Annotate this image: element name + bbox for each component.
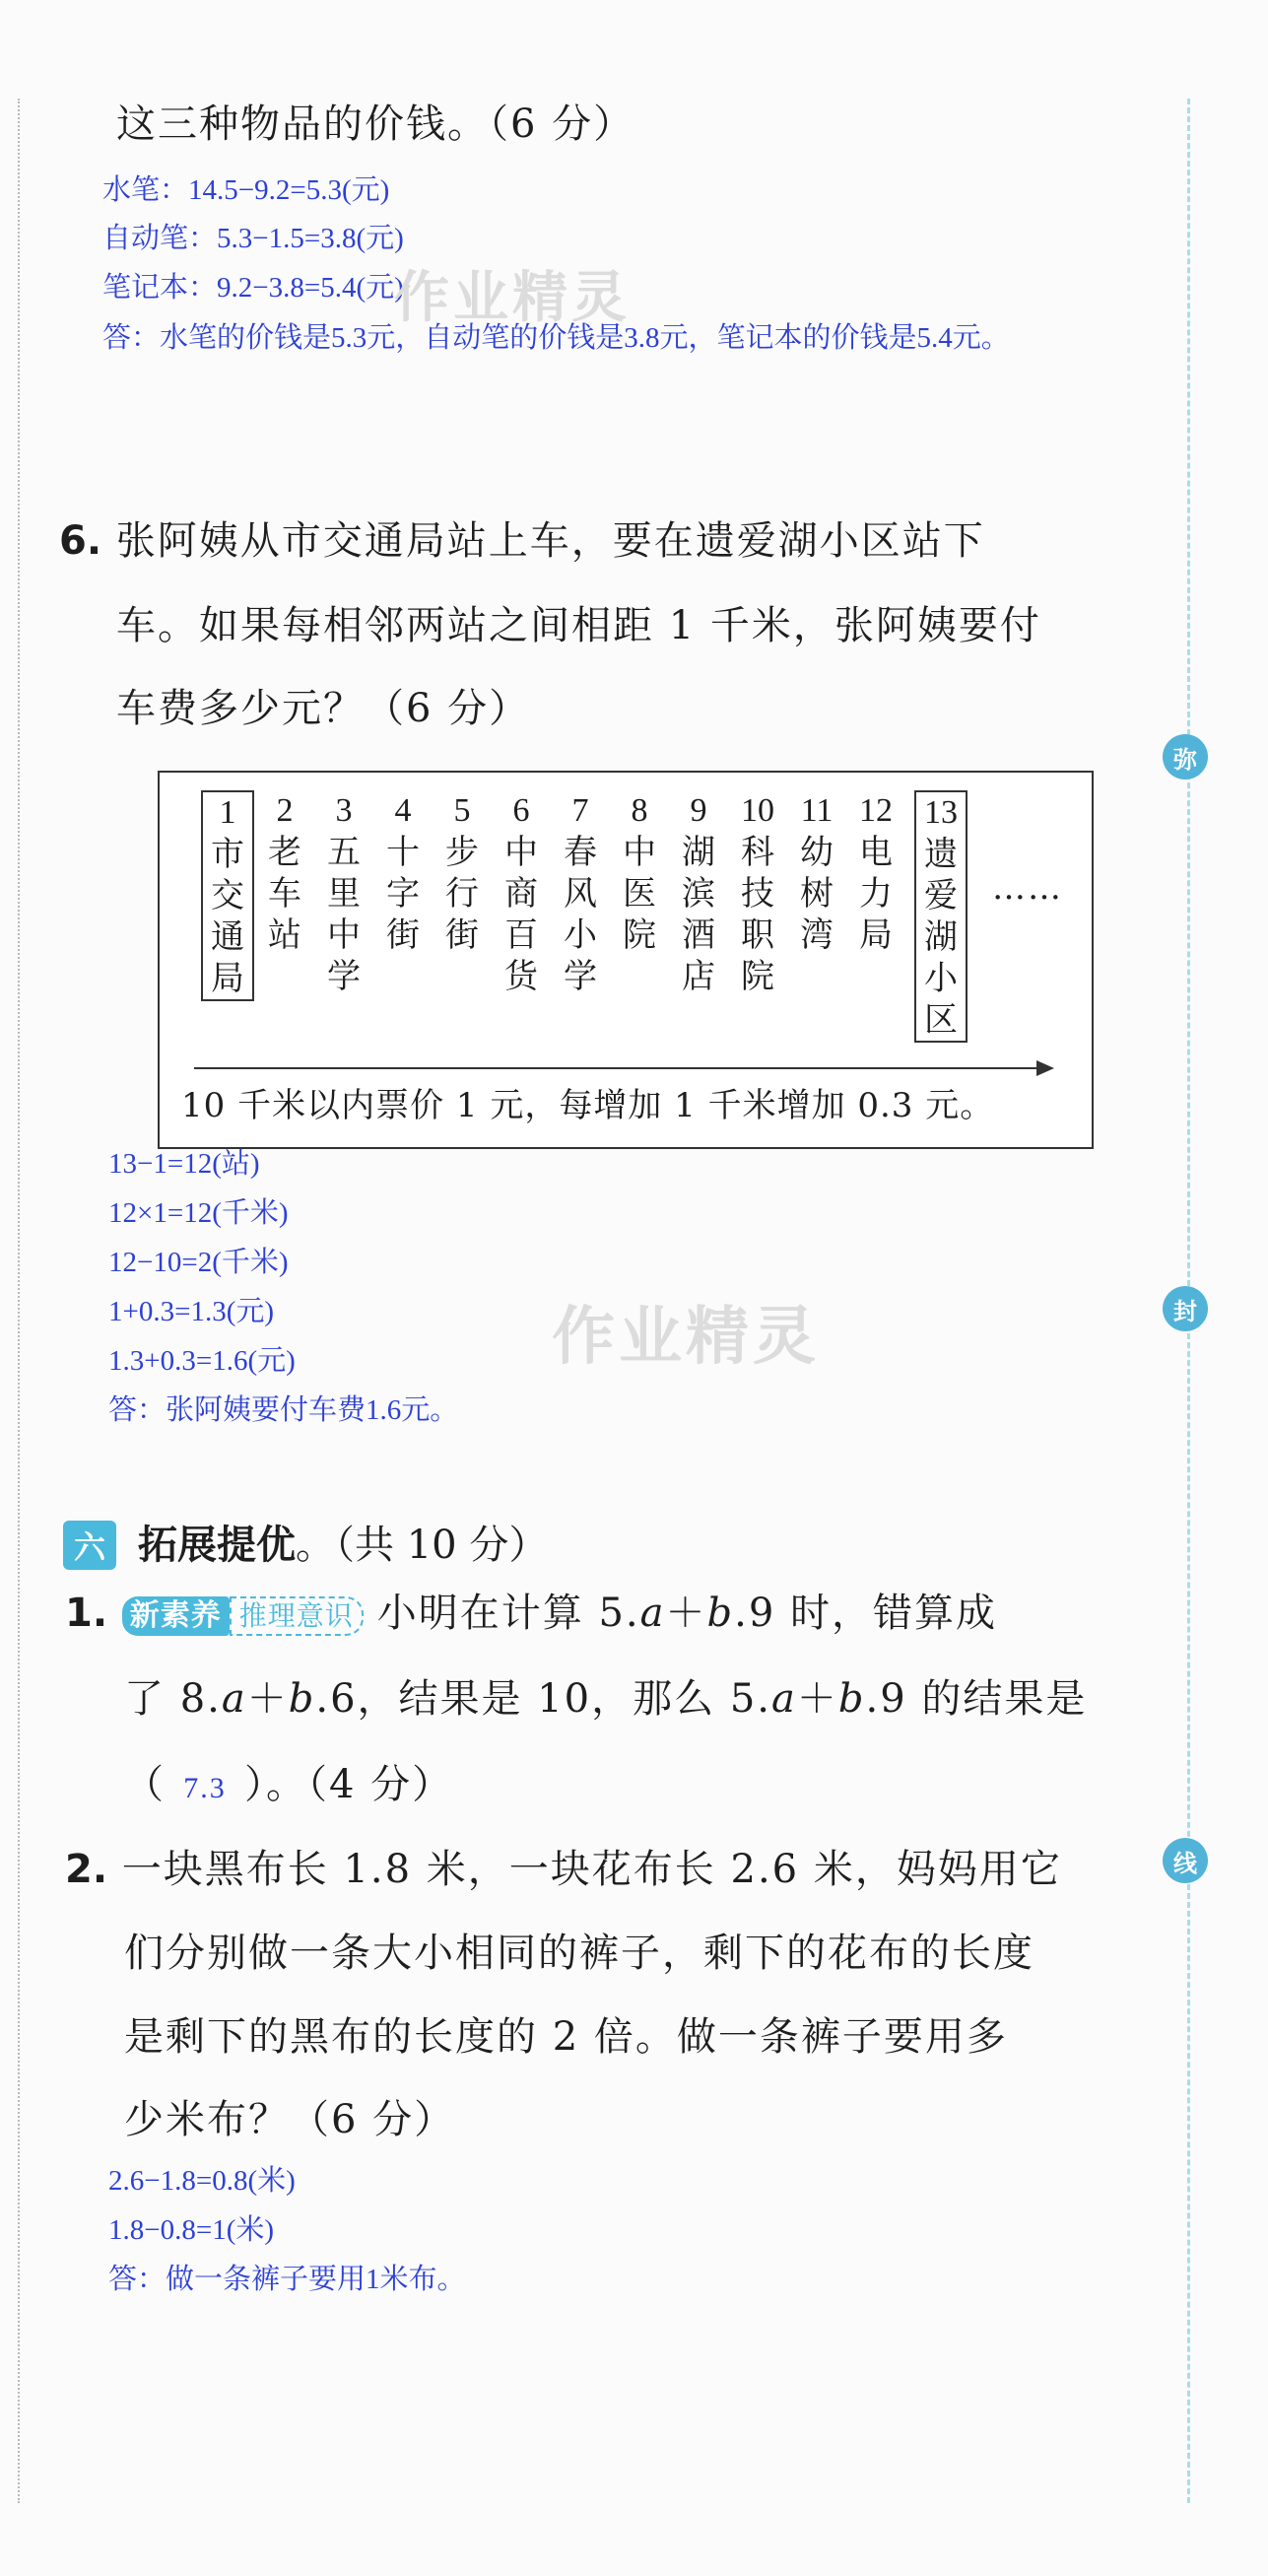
station-number: 13 [924, 794, 958, 831]
station-name-char: 电 [859, 833, 893, 872]
station-13 [914, 790, 968, 1043]
station-name-char: 树 [800, 874, 834, 914]
station-4 [378, 790, 428, 956]
station-5 [437, 790, 487, 956]
station-name-char: 湖 [682, 833, 715, 872]
q6-answer-line: 12−10=2(千米) [108, 1247, 289, 1278]
p1-text: .9 的结果是 [865, 1676, 1088, 1722]
station-name-char: 酒 [682, 915, 715, 955]
q5-answer-line: 水笔：14.5−9.2=5.3(元) [102, 174, 390, 206]
station-number: 5 [453, 792, 471, 829]
station-number: 10 [741, 792, 774, 829]
station-name-char: 局 [211, 959, 244, 998]
station-number: 3 [335, 792, 353, 829]
station-name-char: 风 [564, 874, 597, 914]
route-ellipsis: …… [992, 868, 1063, 908]
p2-line-3: 是剩下的黑布的长度的 2 倍。做一条裤子要用多 [124, 2014, 1008, 2060]
p1-line-1 [65, 1590, 997, 1637]
station-name-char: 站 [268, 915, 301, 955]
station-name-char: 里 [327, 874, 361, 914]
fare-note: 10 千米以内票价 1 元，每增加 1 千米增加 0.3 元。 [181, 1086, 995, 1125]
bus-route-diagram [158, 771, 1094, 1149]
station-number: 9 [690, 792, 707, 829]
station-name-char: 店 [682, 957, 715, 996]
q5-answer-line: 答：水笔的价钱是5.3元，自动笔的价钱是3.8元，笔记本的价钱是5.4元。 [102, 322, 1010, 354]
station-number: 1 [219, 794, 236, 831]
station-name-char: 科 [741, 833, 774, 872]
station-name-char: 幼 [800, 833, 834, 872]
p1-text: 了 8. [124, 1676, 222, 1722]
section-points: 。（共 10 分） [296, 1523, 549, 1568]
p1-blank-answer: 7.3 [183, 1772, 227, 1804]
p2-line-2: 们分别做一条大小相同的裤子，剩下的花布的长度 [124, 1931, 1034, 1976]
p1-line-3 [124, 1761, 453, 1812]
station-name-char: 通 [211, 917, 244, 957]
station-name-char: 职 [741, 915, 774, 955]
station-name-char: 五 [327, 833, 361, 872]
station-name-char: 医 [623, 874, 656, 914]
station-2 [260, 790, 309, 956]
p2-answer-line: 答：做一条裤子要用1米布。 [108, 2264, 466, 2295]
plus-sign: ＋ [665, 1591, 707, 1636]
station-number: 12 [859, 792, 893, 829]
station-1 [201, 790, 254, 1001]
q6-answer-line: 答：张阿姨要付车费1.6元。 [108, 1394, 459, 1426]
p2-text: 一块黑布长 1.8 米，一块花布长 2.6 米，妈妈用它 [121, 1847, 1062, 1892]
station-name-char: 街 [445, 915, 479, 955]
station-name-char: 中 [504, 833, 538, 872]
station-number: 4 [394, 792, 412, 829]
station-name-char: 技 [741, 874, 774, 914]
station-name-char: 字 [386, 874, 420, 914]
p2-answer-line: 1.8−0.8=1(米) [108, 2214, 275, 2246]
watermark: 作业精灵 [394, 266, 631, 330]
section-number-icon: 六 [63, 1521, 116, 1570]
new-literacy-badge: 新素养 [122, 1596, 230, 1636]
station-11 [792, 790, 841, 956]
station-6 [497, 790, 546, 997]
station-name-char: 小 [924, 959, 958, 998]
station-3 [319, 790, 368, 997]
section-title [138, 1518, 548, 1573]
station-7 [556, 790, 605, 997]
var-a: a [221, 1676, 247, 1722]
q5-answer-line: 自动笔：5.3−1.5=3.8(元) [102, 223, 404, 254]
p2-line-4: 少米布？（6 分） [124, 2097, 456, 2142]
station-name-char: 滨 [682, 874, 715, 914]
station-12 [851, 790, 901, 956]
q6-answer-line: 1+0.3=1.3(元) [108, 1296, 275, 1327]
binding-tag-xian: 线 [1163, 1838, 1208, 1883]
station-name-char: 湖 [924, 917, 958, 957]
station-name-char: 小 [564, 915, 597, 955]
binding-tag-mi: 弥 [1163, 734, 1208, 780]
p1-text: .6，结果是 10，那么 5. [315, 1676, 772, 1722]
p1-text: 小明在计算 5. [376, 1591, 640, 1636]
station-name-char: 局 [859, 915, 893, 955]
station-number: 11 [800, 792, 834, 829]
station-name-char: 中 [623, 833, 656, 872]
station-9 [674, 790, 723, 997]
var-a: a [771, 1676, 797, 1722]
q6-line-2: 车。如果每相邻两站之间相距 1 千米，张阿姨要付 [116, 603, 1041, 648]
station-name-char: 中 [327, 915, 361, 955]
reasoning-badge: 推理意识 [230, 1596, 364, 1636]
station-8 [615, 790, 664, 956]
q6-number: 6. [59, 518, 102, 564]
station-name-char: 步 [445, 833, 479, 872]
q5-tail-text: 这三种物品的价钱。（6 分） [116, 102, 635, 147]
q6-answer-line: 1.3+0.3=1.6(元) [108, 1345, 296, 1377]
p1-text: .9 时，错算成 [734, 1591, 998, 1636]
q5-answer-line: 笔记本：9.2−3.8=5.4(元) [102, 272, 404, 304]
p1-number: 1. [65, 1591, 108, 1636]
station-name-char: 遗 [924, 835, 958, 874]
p2-line-1 [65, 1846, 1062, 1893]
q6-line-1 [59, 517, 985, 565]
station-name-char: 行 [445, 874, 479, 914]
q6-line-3: 车费多少元？（6 分） [116, 686, 531, 731]
station-number: 8 [631, 792, 648, 829]
q6-answer-line: 12×1=12(千米) [108, 1197, 289, 1229]
station-name-char: 学 [327, 957, 361, 996]
p2-answer-line: 2.6−1.8=0.8(米) [108, 2165, 296, 2197]
station-name-char: 学 [564, 957, 597, 996]
station-name-char: 市 [211, 835, 244, 874]
var-a: a [639, 1591, 666, 1636]
station-name-char: 车 [268, 874, 301, 914]
blank-open: （ [124, 1762, 166, 1807]
route-arrow-line [194, 1067, 1041, 1069]
station-name-char: 院 [623, 915, 656, 955]
left-margin-line [18, 99, 20, 2503]
station-number: 6 [512, 792, 530, 829]
station-name-char: 十 [386, 833, 420, 872]
section-title-text: 拓展提优 [138, 1523, 296, 1568]
var-b: b [706, 1591, 735, 1636]
station-name-char: 街 [386, 915, 420, 955]
station-10 [733, 790, 782, 997]
binding-tag-feng: 封 [1163, 1286, 1208, 1331]
station-name-char: 爱 [924, 876, 958, 915]
route-arrow-head [1036, 1060, 1054, 1076]
watermark: 作业精灵 [552, 1301, 820, 1374]
var-b: b [837, 1676, 866, 1722]
station-name-char: 湾 [800, 915, 834, 955]
station-name-char: 货 [504, 957, 538, 996]
station-name-char: 交 [211, 876, 244, 915]
plus-sign: ＋ [246, 1676, 289, 1722]
plus-sign: ＋ [796, 1676, 838, 1722]
blank-close: ）。（4 分） [244, 1762, 454, 1807]
station-name-char: 春 [564, 833, 597, 872]
station-name-char: 区 [924, 1000, 958, 1040]
p1-line-2 [124, 1675, 1087, 1723]
q6-answer-line: 13−1=12(站) [108, 1148, 260, 1180]
station-name-char: 老 [268, 833, 301, 872]
p2-number: 2. [65, 1847, 108, 1892]
station-name-char: 商 [504, 874, 538, 914]
station-name-char: 百 [504, 915, 538, 955]
station-name-char: 院 [741, 957, 774, 996]
station-number: 2 [276, 792, 294, 829]
var-b: b [288, 1676, 316, 1722]
q6-text: 张阿姨从市交通局站上车，要在遗爱湖小区站下 [115, 518, 985, 564]
station-number: 7 [571, 792, 589, 829]
station-name-char: 力 [859, 874, 893, 914]
